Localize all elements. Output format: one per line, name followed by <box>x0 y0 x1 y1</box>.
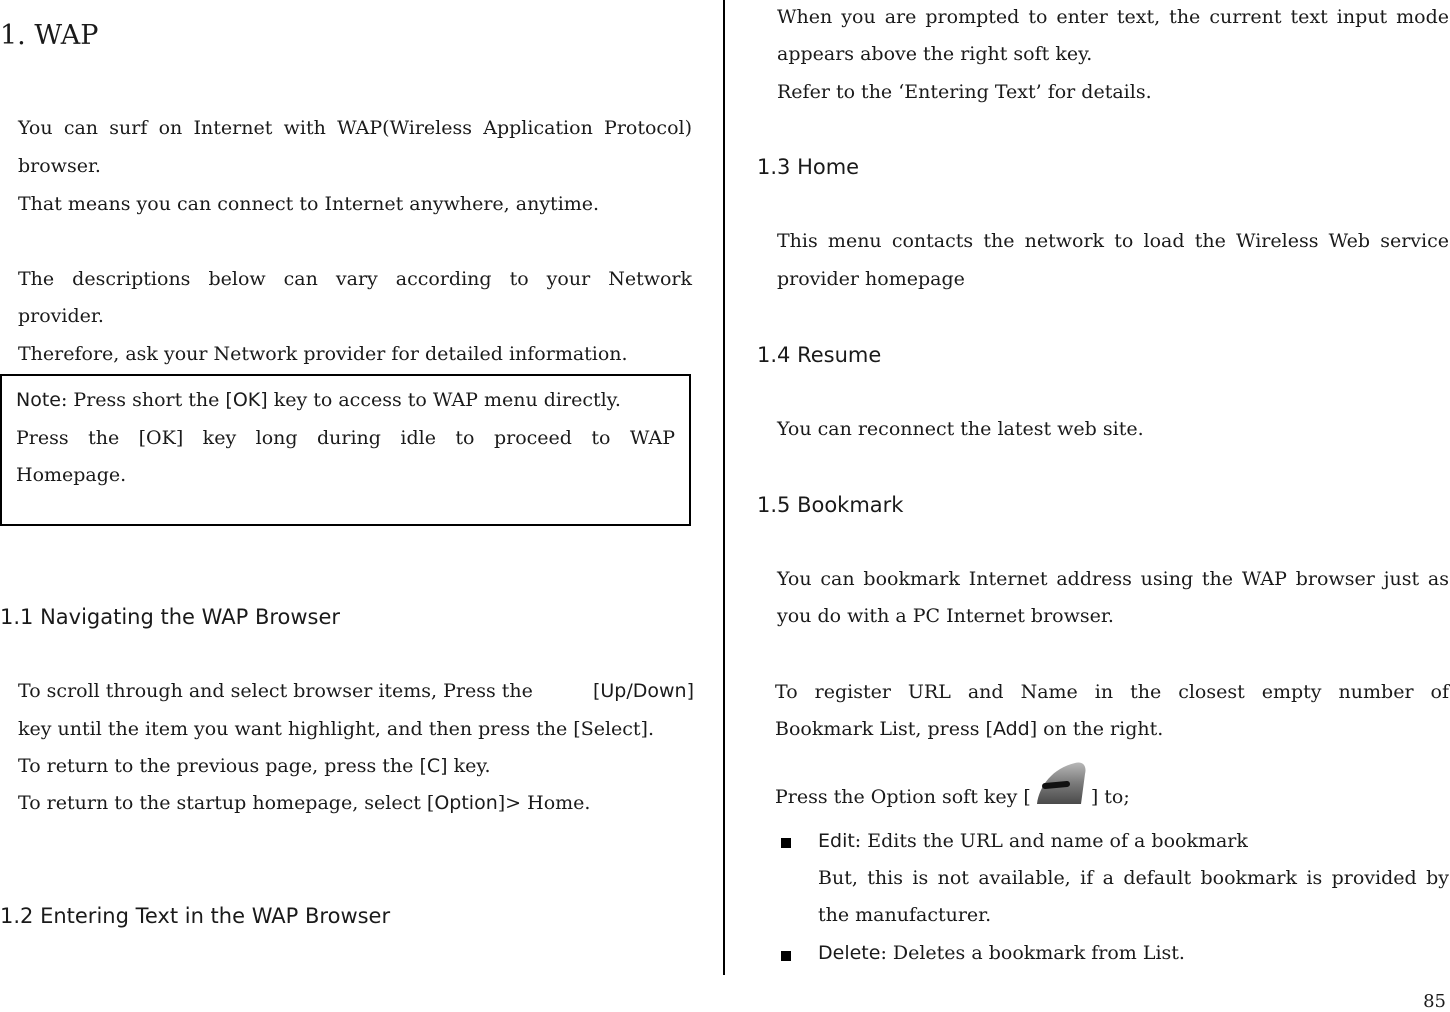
heading-1-4: 1.4 Resume <box>757 343 882 367</box>
ok-key: [OK] <box>225 389 268 411</box>
heading-1-2: 1.2 Entering Text in the WAP Browser <box>0 904 391 928</box>
s11-line-1: To scroll through and select browser items, Press the [Up/Down] <box>18 680 694 702</box>
c-key: [C] <box>419 755 448 777</box>
edit-label: Edit <box>818 830 855 852</box>
heading-1-5: 1.5 Bookmark <box>757 493 904 517</box>
heading-1-1: 1.1 Navigating the WAP Browser <box>0 605 341 629</box>
heading-1-3: 1.3 Home <box>757 155 860 179</box>
s11-line-3: To return to the previous page, press the [C] key. <box>18 755 491 777</box>
bookmark-line-2: you do with a PC Internet browser. <box>777 605 1114 627</box>
network-line-2: provider. <box>18 305 104 327</box>
edit-extra-line-1: But, this is not available, if a default bookmark is provided by <box>818 867 1449 889</box>
up-down-key: [Up/Down] <box>592 680 694 702</box>
option-key: Option <box>434 792 498 814</box>
s11-line-4: To return to the startup homepage, select [Option]> Home. <box>18 792 591 814</box>
text-entry-line-2: appears above the right soft key. <box>777 43 1093 65</box>
add-key: Add <box>992 718 1030 740</box>
home-line-2: provider homepage <box>777 268 965 290</box>
edit-extra-line-2: the manufacturer. <box>818 904 992 926</box>
option-soft-key-icon <box>1033 764 1089 808</box>
register-line-1: To register URL and Name in the closest empty number of <box>775 681 1449 703</box>
bullet-edit: Edit: Edits the URL and name of a bookmark <box>818 830 1248 852</box>
delete-label: Delete <box>818 942 881 964</box>
intro-line-2: browser. <box>18 155 101 177</box>
note-line-1: Note: Press short the [OK] key to access to WAP menu directly. <box>16 389 621 411</box>
intro-line-1: You can surf on Internet with WAP(Wireless Application Protocol) <box>18 117 692 139</box>
text-entry-line-1: When you are prompted to enter text, the current text input mode <box>777 6 1449 28</box>
bullet-marker <box>781 951 791 961</box>
page-title: 1. WAP <box>0 20 99 51</box>
note-line-2: Press the [OK] key long during idle to proceed to WAP <box>16 427 675 449</box>
text-entry-line-3: Refer to the ‘Entering Text’ for details. <box>777 81 1152 103</box>
home-line-1: This menu contacts the network to load the Wireless Web service <box>777 230 1449 252</box>
s11-line-2: key until the item you want highlight, and then press the [Select]. <box>18 718 654 740</box>
note-label: Note <box>16 389 61 411</box>
register-line-2: Bookmark List, press [Add] on the right. <box>775 718 1164 740</box>
intro-line-3: That means you can connect to Internet anywhere, anytime. <box>18 193 600 215</box>
option-soft-key-line: Press the Option soft key [ ] to; <box>775 752 1130 808</box>
column-divider <box>723 0 725 975</box>
network-line-3: Therefore, ask your Network provider for detailed information. <box>18 343 628 365</box>
note-line-3: Homepage. <box>16 464 127 486</box>
network-line-1: The descriptions below can vary according to your Network <box>18 268 692 290</box>
bookmark-line-1: You can bookmark Internet address using the WAP browser just as <box>777 568 1449 590</box>
bullet-delete: Delete: Deletes a bookmark from List. <box>818 942 1185 964</box>
page-number: 85 <box>1423 991 1446 1012</box>
resume-line: You can reconnect the latest web site. <box>777 418 1144 440</box>
bullet-marker <box>781 838 791 848</box>
